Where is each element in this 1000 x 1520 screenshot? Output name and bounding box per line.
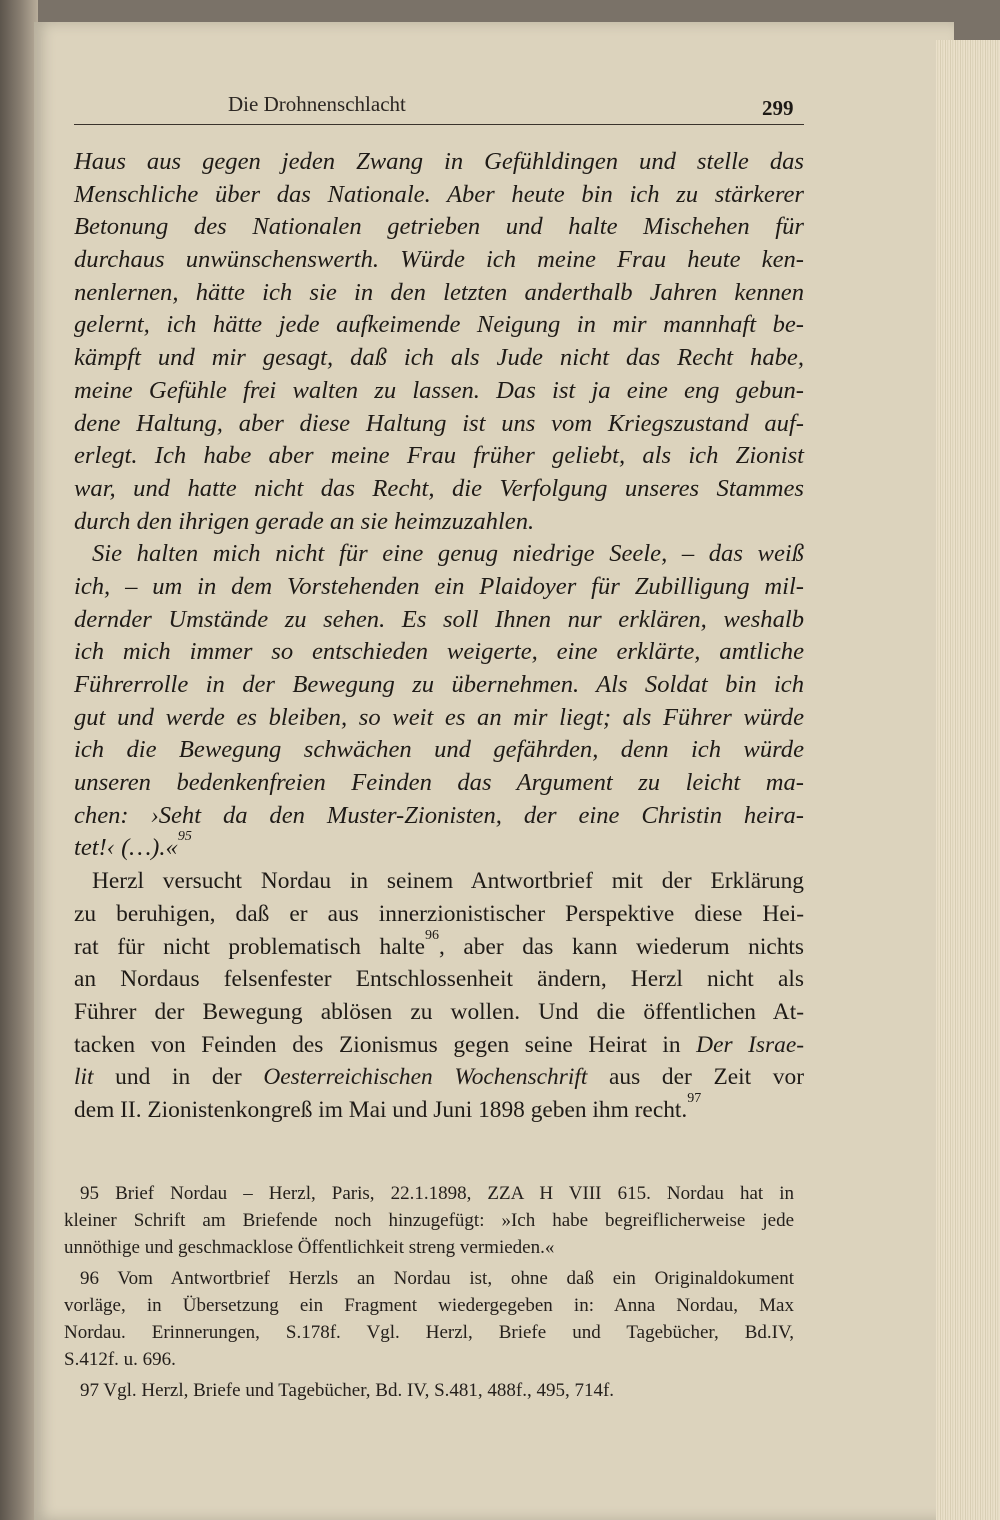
quote-line: kämpft und mir gesagt, daß ich als Jude nicht das Recht habe,: [74, 344, 804, 372]
paragraph-line: [74, 1061, 804, 1094]
footnote-96-line: vorläge, in Übersetzung ein Fragment wiedergegeben in: Anna Nordau, Max: [64, 1295, 794, 1316]
quote-line: gelernt, ich hätte jede aufkeimende Neigung in mir mannhaft be-: [74, 311, 804, 339]
footnotes: [64, 1180, 794, 1404]
paragraph-line: [74, 1090, 804, 1127]
quote-line: gut und werde es bleiben, so weit es an mir liegt; als Führer würde: [74, 703, 804, 731]
scanner-background: [0, 0, 38, 1520]
quote-line-text: tet!‹ (…).«: [74, 834, 178, 862]
footnote-ref-96[interactable]: 96: [424, 927, 439, 943]
quote-line: erlegt. Ich habe aber meine Frau früher geliebt, als ich Zionist: [74, 442, 804, 470]
quote-line: Menschliche über das Nationale. Aber heute bin ich zu stärkerer: [74, 180, 804, 208]
paragraph-line: an Nordaus felsenfester Entschlossenheit ändern, Herzl nicht als: [74, 966, 804, 993]
quote-line-final: [74, 829, 804, 865]
paragraph-line: zu beruhigen, daß er aus innerzionistischer Perspektive diese Hei-: [74, 900, 804, 927]
journal-title: Der Israe-: [696, 1031, 804, 1058]
quote-line: Sie halten mich nicht für eine genug niedrige Seele, – das weiß: [92, 540, 804, 568]
quote-line: durchaus unwünschenswerth. Würde ich meine Frau heute ken-: [74, 246, 804, 274]
paragraph-text: dem II. Zionistenkongreß im Mai und Juni 1898 geben ihm recht.: [74, 1096, 688, 1123]
paragraph-line: Führer der Bewegung ablösen zu wollen. Und die öffentlichen At-: [74, 998, 804, 1025]
footnote-ref-97[interactable]: 97: [687, 1090, 702, 1106]
footnote-96-line: S.412f. u. 696.: [64, 1349, 176, 1370]
quote-line: unseren bedenkenfreien Feinden das Argument zu leicht ma-: [74, 769, 804, 797]
paragraph-text: aus der Zeit vor: [587, 1064, 804, 1091]
quote-line: ich mich immer so entschieden weigerte, eine erklärte, amtliche: [74, 638, 804, 666]
body-text: [74, 146, 804, 1127]
journal-title: lit: [74, 1064, 94, 1091]
journal-title: Oesterreichischen Wochenschrift: [263, 1064, 588, 1091]
footnote-96-line: 96 Vom Antwortbrief Herzls an Nordau ist, ohne daß ein Originaldokument: [80, 1268, 794, 1289]
paragraph-text: , aber das kann wiederum nichts: [438, 933, 804, 960]
footnote-95-line: 95 Brief Nordau – Herzl, Paris, 22.1.1898, ZZA H VIII 615. Nordau hat in: [80, 1183, 794, 1204]
quote-line: Haus aus gegen jeden Zwang in Gefühldingen und stelle das: [74, 148, 804, 175]
quote-line: Betonung des Nationalen getrieben und halte Mischehen für: [74, 213, 804, 241]
paragraph-text: tacken von Feinden des Zionismus gegen seine Heirat in: [74, 1031, 697, 1058]
quote-line: dene Haltung, aber diese Haltung ist uns vom Kriegszustand auf-: [74, 409, 804, 437]
quote-line: durch den ihrigen gerade an sie heimzuzahlen.: [74, 507, 535, 535]
quote-line: ich, – um in dem Vorstehenden ein Plaidoyer für Zubilligung mil-: [74, 572, 804, 600]
quote-line: nenlernen, hätte ich sie in den letzten anderthalb Jahren kennen: [74, 278, 804, 306]
footnote-95-line: unnöthige und geschmacklose Öffentlichkeit streng vermieden.«: [64, 1237, 555, 1258]
page-number: 299: [762, 96, 794, 120]
quote-line: war, und hatte nicht das Recht, die Verfolgung unseres Stammes: [74, 474, 804, 502]
paragraph-text: und in der: [93, 1064, 264, 1091]
paragraph-line: Herzl versucht Nordau in seinem Antwortbrief mit der Erklärung: [92, 868, 804, 895]
running-head: Die Drohnenschlacht: [228, 92, 406, 116]
quote-line: meine Gefühle frei walten zu lassen. Das ist ja eine eng gebun-: [74, 376, 804, 404]
footnote-96-line: Nordau. Erinnerungen, S.178f. Vgl. Herzl, Briefe und Tagebücher, Bd.IV,: [64, 1322, 794, 1343]
quote-line: chen: ›Seht da den Muster-Zionisten, der eine Christin heira-: [74, 801, 804, 829]
footnote-95-line: kleiner Schrift am Briefende noch hinzugefügt: »Ich habe begreiflicherweise jede: [64, 1210, 794, 1231]
header-rule: [74, 124, 804, 125]
quote-line: ich die Bewegung schwächen und gefährden, denn ich würde: [74, 736, 804, 764]
paragraph-line: [74, 1029, 804, 1062]
footnote-97-line: 97 Vgl. Herzl, Briefe und Tagebücher, Bd. IV, S.481, 488f., 495, 714f.: [80, 1380, 615, 1401]
page-edges: [936, 40, 1000, 1520]
quote-line: Führerrolle in der Bewegung zu übernehmen. Als Soldat bin ich: [74, 671, 804, 698]
quote-line: dernder Umstände zu sehen. Es soll Ihnen nur erklären, weshalb: [74, 605, 804, 633]
footnote-ref-95[interactable]: 95: [177, 829, 192, 845]
paragraph-line: [74, 927, 804, 964]
paragraph-text: rat für nicht problematisch halte: [74, 933, 425, 960]
